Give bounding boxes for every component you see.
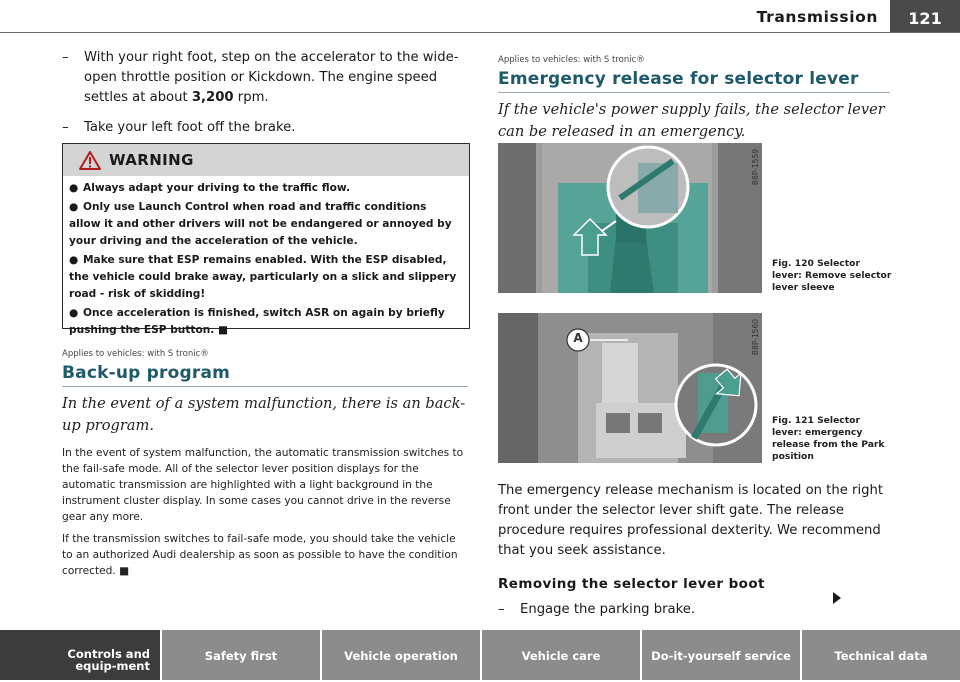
tab-safety-first[interactable]: Safety first (162, 630, 320, 680)
tab-do-it-yourself-service[interactable]: Do-it-yourself service (642, 630, 800, 680)
paragraph: In the event of system malfunction, the automatic transmission switches to the fail-safe mode. All of the selector lever position displays for the automatic transmission are highlighted with a light background in the instrument cluster display. In some cases you cannot drive in the reverse gear any more. (62, 447, 464, 523)
emergency-release-illustration (498, 313, 762, 463)
figure-caption: Fig. 120 Selector lever: Remove selector lever sleeve (772, 258, 892, 293)
step-item: – With your right foot, step on the accelerator to the wide-open throttle position or Kickdown. The engine speed settles at about 3,200 rpm. (62, 48, 468, 108)
applies-note: Applies to vehicles: with S tronic® (498, 55, 645, 65)
figure-121 (498, 313, 762, 463)
header-rule (0, 32, 960, 33)
step-item: – Take your left foot off the brake. (62, 118, 468, 138)
warning-header (63, 144, 469, 176)
warning-item: ● Only use Launch Control when road and traffic conditions allow it and other drivers will not be endangered or annoyed by your driving and the acceleration of the vehicle. (69, 201, 452, 247)
page-title: Transmission (756, 8, 878, 26)
applies-note: Applies to vehicles: with S tronic® (62, 349, 209, 359)
paragraph: If the transmission switches to fail-safe mode, you should take the vehicle to an authorized Audi dealership as soon as possible to have the condition corrected. ■ (62, 533, 458, 577)
section-rule (498, 92, 890, 93)
chapter-nav (0, 630, 960, 680)
section-title: Emergency release for selector lever (498, 69, 859, 89)
warning-triangle-icon (79, 151, 101, 174)
warning-item: ● Make sure that ESP remains enabled. With the ESP disabled, the vehicle could brake away, particularly on a slick and slippery road - risk of skidding! (69, 254, 457, 300)
callout-a: A (573, 331, 583, 345)
warning-items (63, 176, 469, 339)
step-list (62, 48, 468, 138)
figure-120 (498, 143, 762, 293)
subheading: Removing the selector lever boot (498, 576, 765, 592)
tab-technical-data[interactable]: Technical data (802, 630, 960, 680)
continue-arrow-icon (832, 589, 842, 608)
emergency-section (498, 55, 890, 143)
warning-item: ● Once acceleration is finished, switch ASR on again by briefly pushing the ESP button. ■ (69, 307, 445, 336)
tab-vehicle-care[interactable]: Vehicle care (482, 630, 640, 680)
selector-lever-sleeve-illustration (498, 143, 762, 293)
section-intro: In the event of a system malfunction, there is an back-up program. (62, 395, 466, 434)
paragraph: The emergency release mechanism is located on the right front under the selector lever shift gate. The release procedure requires professional dexterity. We recommend that you seek assistance. (498, 483, 884, 558)
figure-caption: Fig. 121 Selector lever: emergency release from the Park position (772, 415, 885, 462)
step-item: – Engage the parking brake. (498, 600, 890, 620)
section-title: Back-up program (62, 363, 231, 383)
warning-box (62, 143, 470, 336)
warning-item: ● Always adapt your driving to the traffic flow. (69, 182, 350, 194)
warning-label: WARNING (109, 151, 194, 169)
section-intro: If the vehicle's power supply fails, the selector lever can be released in an emergency. (498, 101, 885, 140)
tab-controls-and-equipment[interactable]: Controls and equip-ment (0, 630, 160, 680)
page-number: 121 (890, 0, 960, 33)
tab-vehicle-operation[interactable]: Vehicle operation (322, 630, 480, 680)
figure-code: B8P-1559 (751, 149, 760, 186)
section-rule (62, 386, 468, 387)
backup-section (62, 349, 468, 579)
figure-code: B8P-1560 (751, 319, 760, 356)
